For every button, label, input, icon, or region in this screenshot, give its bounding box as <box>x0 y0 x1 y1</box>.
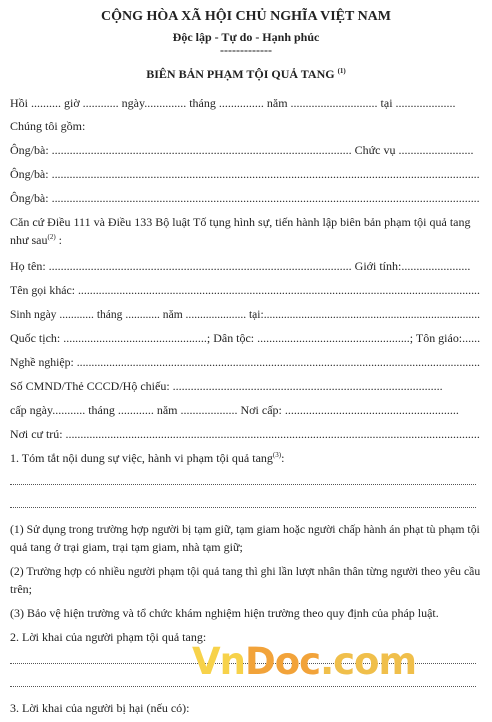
member-line-2: Ông/bà: ............................................................................................................................................... <box>10 167 480 181</box>
footnote-2-line-1: (2) Trường hợp có nhiều người phạm tội quả tang thì ghi lần lượt nhân thân từng người theo yêu cầu <box>10 564 481 578</box>
blank-line <box>10 484 476 485</box>
section-1-text: 1. Tóm tắt nội dung sự việc, hành vi phạm tội quả tang <box>10 451 273 465</box>
section-3-heading: 3. Lời khai của người bị hại (nếu có): <box>10 701 190 715</box>
watermark-vn: Vn <box>192 640 245 683</box>
legal-basis-footnote-ref: (2) <box>47 233 56 241</box>
vndoc-watermark <box>192 640 416 683</box>
id-card-line: Số CMND/Thẻ CCCD/Hộ chiếu: .......................................................................................... <box>10 379 443 393</box>
watermark-com: .com <box>320 640 417 683</box>
time-place-line: Hồi .......... giờ ............ ngày.............. tháng ............... năm ............................. tại .................... <box>10 96 456 110</box>
section-1-heading <box>10 451 284 465</box>
section-2-heading: 2. Lời khai của người phạm tội quả tang: <box>10 630 207 644</box>
blank-line <box>10 686 476 687</box>
footnote-3: (3) Bảo vệ hiện trường và tổ chức khám nghiệm hiện trường theo quy định của pháp luật. <box>10 606 439 620</box>
blank-line <box>10 507 476 508</box>
other-name-line: Tên gọi khác: ........................................................................................................................................ <box>10 283 480 297</box>
occupation-line: Nghề nghiệp: ......................................................................................................................................... <box>10 355 480 369</box>
legal-basis-text: như sau <box>10 233 48 247</box>
residence-line: Nơi cư trú: ........................................................................................................................................... <box>10 427 480 441</box>
country-name: CỘNG HÒA XÃ HỘI CHỦ NGHĨA VIỆT NAM <box>100 9 391 24</box>
issue-line: cấp ngày........... tháng ............ năm ................... Nơi cấp: .......................................................... <box>10 403 459 417</box>
section-1-footnote-ref: (3) <box>272 451 282 459</box>
header-separator: ------------- <box>220 43 272 57</box>
title-text: BIÊN BẢN PHẠM TỘI QUẢ TANG <box>146 67 335 81</box>
section-1-colon: : <box>281 451 285 465</box>
member-line-3: Ông/bà: ............................................................................................................................................... <box>10 191 480 205</box>
legal-basis-line-1: Căn cứ Điều 111 và Điều 133 Bộ luật Tố tụng hình sự, tiến hành lập biên bản phạm tội quả tang <box>10 215 471 229</box>
nationality-line: Quốc tịch: ................................................; Dân tộc: ...................................................; Tôn giáo:...... <box>10 331 481 345</box>
birth-line: Sinh ngày ............ tháng ............ năm ..................... tại:........................................................................... <box>10 307 480 321</box>
we-include-label: Chúng tôi gồm: <box>10 119 86 133</box>
legal-basis-colon: : <box>55 233 63 247</box>
watermark-doc: Doc <box>244 640 321 683</box>
full-name-line: Họ tên: ..................................................................................................... Giới tính:....................... <box>10 259 471 273</box>
motto: Độc lập - Tự do - Hạnh phúc <box>172 30 320 44</box>
title-footnote-ref: (1) <box>337 67 346 75</box>
member-line-1: Ông/bà: .................................................................................................... Chức vụ ......................... <box>10 143 474 157</box>
footnote-1-line-2: quả tang ở trại giam, trại tạm giam, nhà tạm giữ; <box>10 540 243 554</box>
footnote-1-line-1: (1) Sử dụng trong trường hợp người bị tạm giữ, tạm giam hoặc người chấp hành án phạt tù phạm tội <box>10 522 480 536</box>
footnote-2-line-2: trên; <box>10 582 32 596</box>
document-title <box>0 67 492 82</box>
legal-basis-line-2 <box>10 233 62 247</box>
